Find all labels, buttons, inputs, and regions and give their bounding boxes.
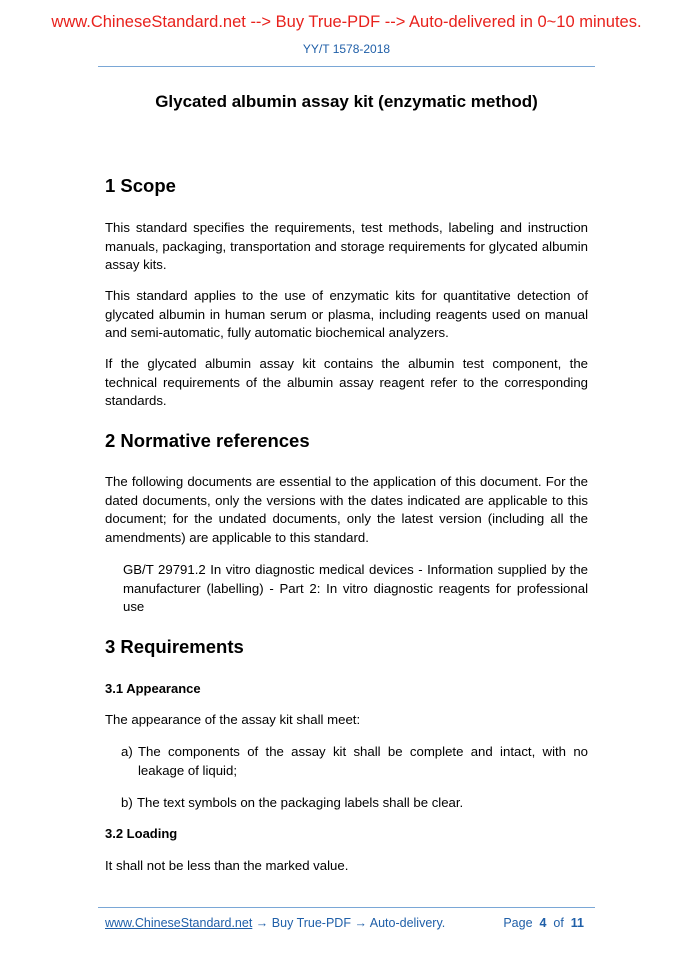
subsection-heading-loading: 3.2 Loading [105, 826, 178, 841]
list-item-text: The text symbols on the packaging labels shall be clear. [137, 795, 464, 810]
page-total: 11 [570, 916, 584, 930]
section-heading-requirements: 3 Requirements [105, 636, 244, 657]
page-word: Page [503, 916, 533, 930]
loading-text: It shall not be less than the marked value. [105, 858, 349, 873]
footer-divider [98, 907, 595, 908]
page-current: 4 [539, 916, 547, 930]
list-item-label: a) [121, 744, 133, 759]
scope-paragraph-3: If the glycated albumin assay kit contains the albumin test component, the technical requirements of the albumin assay reagent refer to the corresponding standards. [105, 356, 588, 408]
list-item-label: b) [121, 795, 133, 810]
footer-buy-text: Buy True-PDF [271, 916, 351, 930]
section-heading-normative-references: 2 Normative references [105, 430, 310, 451]
scope-paragraph-2: This standard applies to the use of enzymatic kits for quantitative detection of glycated albumin in human serum or plasma, including reagents used on manual and semi-automatic, fully automatic biochemical analyzers. [105, 288, 588, 340]
list-item-text: The components of the assay kit shall be complete and intact, with no leakage of liquid; [138, 744, 588, 778]
normative-intro: The following documents are essential to the application of this document. For the dated documents, only the versions with the dates indicated are applicable to this document; for the undated documents, only the latest version (including all the amendments) are applicable to this standard. [105, 474, 588, 545]
standard-number: YY/T 1578-2018 [302, 42, 391, 56]
arrow-icon: → [354, 916, 367, 930]
arrow-icon: → [255, 916, 269, 930]
of-word: of [553, 916, 564, 930]
header-divider [98, 66, 595, 67]
section-heading-scope: 1 Scope [105, 175, 176, 196]
page-indicator [503, 916, 584, 930]
normative-reference-item: GB/T 29791.2 In vitro diagnostic medical devices - Information supplied by the manufacturer (labelling) - Part 2: In vitro diagnostic reagents for professional use [123, 562, 588, 614]
page-footer [105, 916, 588, 930]
footer-site-link[interactable]: www.ChineseStandard.net [105, 916, 253, 930]
footer-delivery-text: Auto-delivery. [369, 916, 446, 930]
list-item [121, 794, 588, 813]
promo-banner[interactable]: www.ChineseStandard.net --> Buy True-PDF --> Auto-delivered in 0~10 minutes. [51, 13, 642, 31]
scope-paragraph-1: This standard specifies the requirements, test methods, labeling and instruction manuals, packaging, transportation and storage requirements for glycated albumin assay kits. [105, 220, 588, 272]
subsection-heading-appearance: 3.1 Appearance [105, 681, 201, 696]
list-item [121, 743, 588, 780]
document-title: Glycated albumin assay kit (enzymatic method) [155, 92, 538, 111]
appearance-intro: The appearance of the assay kit shall meet: [105, 712, 361, 727]
